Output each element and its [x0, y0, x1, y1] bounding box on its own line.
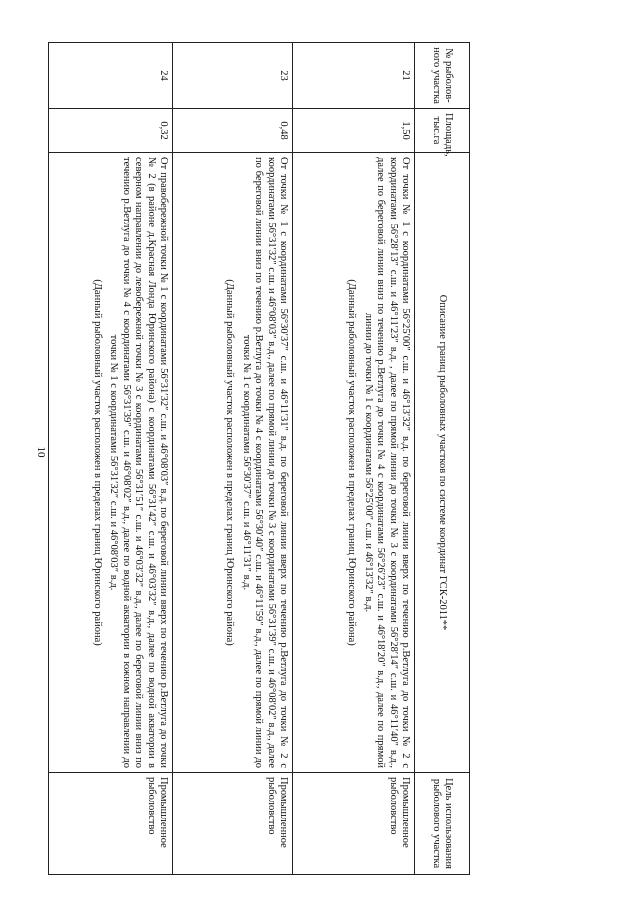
cell-area-number: 21 — [293, 43, 415, 109]
cell-area-number: 23 — [173, 43, 293, 109]
table-row — [49, 43, 173, 875]
cell-boundary-description — [49, 153, 173, 773]
boundary-note: (Данный рыболовный участок расположен в пределах границ Юринского района) — [224, 279, 236, 646]
cell-area-size: 0,48 — [173, 109, 293, 153]
cell-area-number: 24 — [49, 43, 173, 109]
cell-usage-purpose: Промышленное рыболовство — [49, 773, 173, 875]
page-number: 10 — [35, 446, 47, 458]
header-area-size: Площадь, тыс.га — [415, 109, 470, 153]
header-area-number: № рыболов-ного участка — [415, 43, 470, 109]
table-header-row — [415, 43, 470, 875]
cell-boundary-description — [293, 153, 415, 773]
rotated-table-container — [54, 42, 470, 874]
header-boundary-description: Описание границ рыболовных участков по системе координат ГСК-2011** — [415, 153, 470, 773]
cell-boundary-description — [173, 153, 293, 773]
boundary-note: (Данный рыболовный участок расположен в пределах границ Юринского района) — [346, 279, 358, 646]
header-usage-purpose: Цель использования рыболового участка — [415, 773, 470, 875]
boundary-text: От правобережной точки № 1 с координатами 56°31′32″ с.ш. и 46°08′03″ в.д. по береговой линии вверх по течению р.Ветлуга до точки № 2 (в районе д.Красная Лонда Юринского района) с координатами 56°31′42″ с.ш. и 46°03′32″ в.д., далее по водной акватории в северном направлении до левобережной точки № 3 с координатами 56°31′51″ с.ш. и 46°03′32″ в.д., далее по береговой линии вниз по течению р.Ветлуга до точки № 4 с координатами 56°31′39″ с.ш. и 46°08′02″ в.д., далее по водной акватории в южном направлении до точки № 1 с координатами 56°31′32″ с.ш. и 46°08′03″ в.д. — [108, 157, 169, 768]
cell-usage-purpose: Промышленное рыболовство — [293, 773, 415, 875]
fishing-areas-table — [48, 42, 470, 875]
cell-area-size: 0,32 — [49, 109, 173, 153]
cell-usage-purpose: Промышленное рыболовство — [173, 773, 293, 875]
boundary-text: От точки № 1 с координатами 56°25′00″ с.ш. и 46°13′32″ в.д. по береговой линии вверх по течению р.Ветлуга до точки № 2 с координатами 56°28′13″ с.ш. и 46°11′23″ в.д. , далее по прямой линии до точки № 3 с координатами 56°28′14″ с.ш. и 46°11′40″ в.д., далее по береговой линии вниз по течению р.Ветлуга до точки № 4 с координатами 56°26′23″ с.ш. и 46°18′20″ в.д., далее по прямой линии до точки № 1 с координатами 56°25′00″ с.ш. и 46°13′32″ в.д. — [362, 157, 411, 768]
boundary-text: От точки № 1 с координатами 56°30′37″ с.ш. и 46°11′31″ в.д. по береговой линии вверх по течению р.Ветлуга до точки № 2 с координатами 56°31′32″ с.ш. и 46°08′03″ в.д., далее по прямой линии до точки № 3 с координатами 56°31′39″ с.ш. и 46°08′02″ в.д., далее по береговой линии вниз по течению р.Ветлуга до точки № 4 с координатами 56°30′40″ с.ш. и 46°11′59″ в.д., далее по прямой линии до точки № 1 с координатами 56°30′37″ с.ш. и 46°11′31″ в.д. — [240, 157, 289, 768]
table-row — [293, 43, 415, 875]
cell-area-size: 1,50 — [293, 109, 415, 153]
table-row — [173, 43, 293, 875]
boundary-note: (Данный рыболовный участок расположен в пределах границ Юринского района) — [92, 279, 104, 646]
